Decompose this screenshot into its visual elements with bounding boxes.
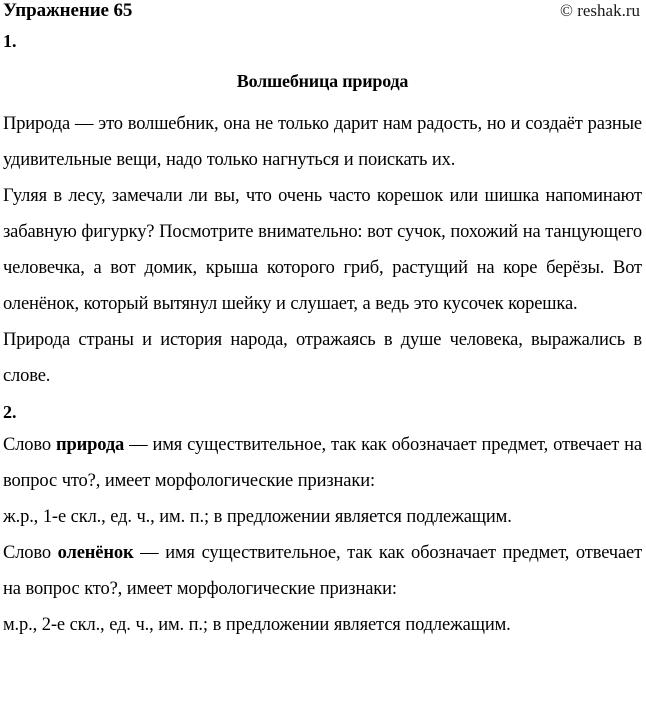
site-watermark: © reshak.ru (560, 1, 640, 20)
spacer (3, 56, 642, 64)
analysis-prefix: Слово (3, 435, 56, 455)
page-title: Упражнение 65 (3, 0, 133, 21)
analysis-suffix: — имя существительное, так как обозначает предмет, отвечает на вопрос что?, имеет морфологические признаки: (3, 435, 642, 491)
word-analysis (3, 535, 642, 607)
analysis-features: ж.р., 1-е скл., ед. ч., им. п.; в предложении является подлежащим. (3, 507, 512, 527)
analysis-prefix: Слово (3, 543, 58, 563)
task-number-1: 1. (3, 31, 17, 51)
paragraph: Природа — это волшебник, она не только дарит нам радость, но и создаёт разные удивительные вещи, надо только нагнуться и поискать их. (3, 114, 642, 170)
analysis-suffix: — имя существительное, так как обозначает предмет, отвечает на вопрос кто?, имеет морфологические признаки: (3, 543, 643, 599)
analysis-features: м.р., 2-е скл., ед. ч., им. п.; в предложении является подлежащим. (3, 615, 511, 635)
analysis-word: природа (55, 435, 125, 455)
paragraph: Гуляя в лесу, замечали ли вы, что очень часто корешок или шишка напоминают забавную фигурку? Посмотрите внимательно: вот сучок, похожий на танцующего человечка, а вот домик, крыша которого гриб, растущий на коре берёзы. Вот оленёнок, который вытянул шейку и слушает, а ведь это кусочек корешка. (3, 186, 642, 314)
page-header (3, 0, 642, 26)
word-analysis (3, 427, 642, 499)
task-number-2: 2. (3, 402, 17, 422)
analysis-word: оленёнок (57, 543, 134, 563)
paragraph: Природа страны и история народа, отражаясь в душе человека, выражались в слове. (3, 330, 642, 386)
text-heading: Волшебница природа (236, 71, 409, 91)
